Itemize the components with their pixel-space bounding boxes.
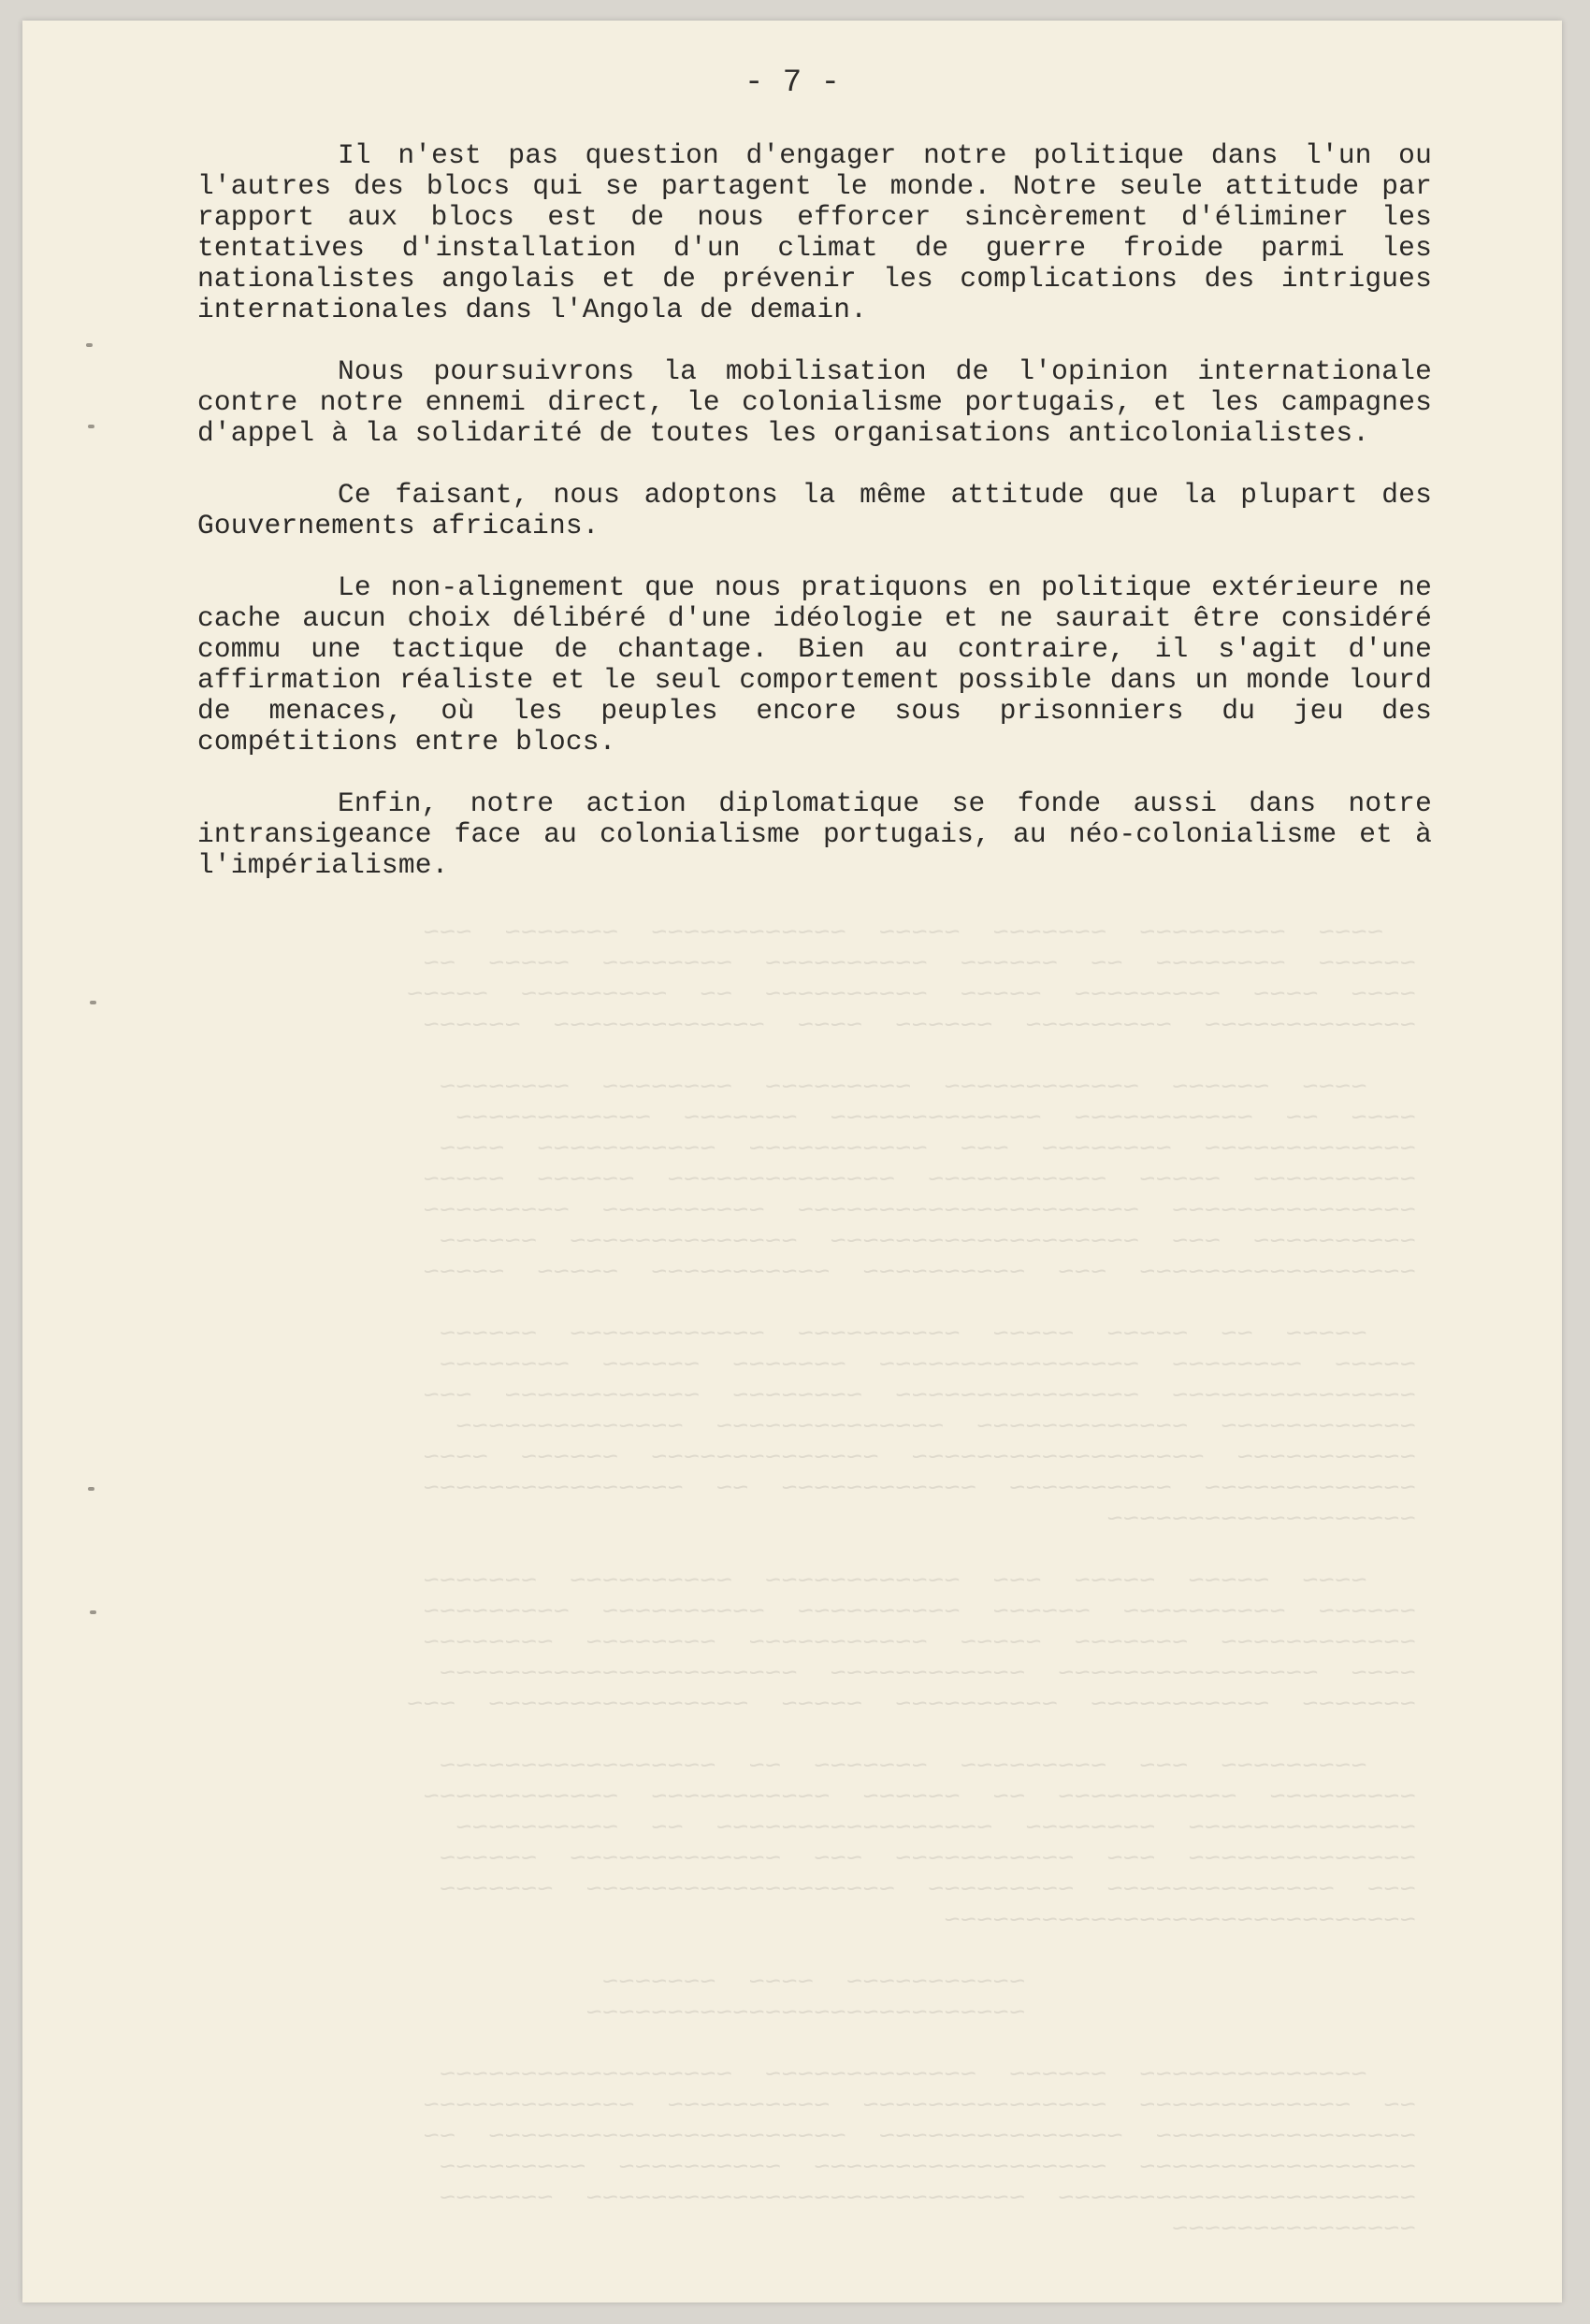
paragraph-mobilisation: Nous poursuivrons la mobilisation de l'opinion internationale contre notre ennemi direct, le colonialisme portugais, et les campagnes d'appel à la solidarité de toutes les organisations anticolonialistes. (197, 355, 1432, 449)
document-page (22, 21, 1562, 2302)
binding-hole-mark (90, 1001, 96, 1004)
reverse-side-bleed-through: ~~~~ ~~~~~~~~~ ~~~~~~~ ~~~~~ ~~~~~~~~~~~~ ~~~~~~~ ~~~ ~~~~~~ ~~~~~~~~ ~~ ~~~~~~ ~~~~~~~~~~ ~~~~~~~~ ~~~~~ ~~ ~~~~ ~~~~ ~~~~~~~~~ ~~~~~ ~~~~~~~~~~ ~~ ~~~~~~~~~ ~~~~~ ~~~~~~~~~~~~~ ~~~~~~~~~ ~~~~~~ ~~~~ ~~~~~~~~~~~~~ ~~~~~~ ~~~~ ~~~~~~ ~~~~~~~~~~~~ ~~~~~~~~~ ~~~~~~~~ ~~~~~~~~ ~~~~ ~~ ~~~~~~~~~~~ ~~~~~~~~~~~~~ ~~~~~~~ ~~~~~~~~~~~~ ~~~~~~~~~~~~~ ~~~~~~~~ ~~~ ~~~~~~~~~~~ ~~~~~~~~~~~ ~~~~ ~~~~~~~~~~ ~~~~~ ~~~~~~~~~~~ ~~~~~~~~~~~~~~ ~~~~~~ ~~~~~ ~~~~~~~~~~~~~~~ ~~~~~~~~~~~~~~~~~~~~~ ~~~~~~~~~~ ~~~~~~~~~ ~~~~~~~~~~ ~~~ ~~~~~~~~~~~~~~~~~~~ ~~~~~~~~~~~~~~ ~~~~~~ ~~~~~~~~~~~~~~~~~ ~~~ ~~~~~~~~~~ ~~~~~~~~~~~ ~~~~~ ~~~~~ ~~~~~ ~~ ~~~~~ ~~~~~ ~~~~~~~~~~ ~~~~~~~~~~~~ ~~~~~~ ~~~~~ ~~~~~~~~ ~~~~~~~~~~~~~~~~ ~~~~~~~ ~~~~~~ ~~~~~~~~ ~~~~~~~~~~~~~~~ ~~~~~~~~~~~~~~~ ~~~~~~~~ ~~~~~~~~~~~~ ~~~ ~~~~~~~~~~~~ ~~~~~~~~~~~~~ ~~~~~~~~~~~~~~ ~~~~~~~~~~~~~~ ~~~~~~~~~~~ ~~~~~~~~~~~~~~~~~~ ~~~~~~~~~~~~~~ ~~~~~~ ~~~~ ~~~~~~~~~~~~~ ~~~~~~~~~~ ~~~~~~~~~~~~ ~~ ~~~~~~~~~~~~~~~~ ~~~~~~~~~~~~~~~~~~~ ~~~~ ~~~~~ ~~~~~ ~~~ ~~~~~~~~~~~~ ~~~~~~~~~~ ~~~~~~~ ~~~~~~ ~~~~~~~~~~ ~~~~~~ ~~~~~~~~~~ ~~~~~~~~~~ ~~~~~~~~~ ~~~~~~~~~~~~ ~~~~~~~ ~~~~~ ~~~~~~~~~~~ ~~~~~~~~ ~~~~~~~~ ~~~~ ~~~~~~~~~~~~~~~~ ~~~~~~~~~~~~ ~~~~~~~~~~~~~~~~~~~~~~ ~~~~~~~ ~~~~~~~~~~~ ~~~~~~~~~~ ~~~~~ ~~~~~~~~~~~~~~~~ ~~~ ~~~~~~~~~ ~~~ ~~~~~~~~~ ~~~~~~~ ~~ ~~~~~~~~~~~~~~~~~ ~~~~~~~~~ ~~~~~~~~~~~ ~~ ~~~~~~ ~~~~~~~~~~~ ~~~~~~~~~~~~ ~~~~~~~~~~~~~~ ~~~~~~~~ ~~~~~~~~~~~~~~~~~ ~~ ~~~~~~~~~~ ~~~~~~~~~~~~~~ ~~~ ~~~~~~~~~~~ ~~~ ~~~~~~~~~~~~~ ~~~~~~ ~~~ ~~~~~~~~~~~~~~ ~~~~~~~~~ ~~~~~~~~~~~~~~~~~~~ ~~~~~~~ ~~~~~~~~~~~~~~~~~~~~~~~~~~~~~ ~~~~~~~~~~~ ~~~~ ~~~~~~~ ~~~~~~~~~~~~~~~~~~~~~~~~~~~ ~~~~~~~~~~~~~~ ~~~~~~ ~~~~~~~~~~~~~ ~~~~~~~~~~~~~~~~~~ ~~ ~~~~~~~~~~~~~ ~~~~~~~~~~~~~~~ ~~~~~~~~~~ ~~~~~~~~~~~~~ ~~~~~~~~~~~~~~~~ ~~~~~~~~~~~~~~~ ~~~~~~~~~~~~~~~~~~~~~~ ~~ ~~~~~~~~~~~~~~~~~ ~~~~~~~~~~~~~~~~~~ ~~~~~~~~~~ ~~~~~~~~~ ~~~~~~~~~~~~~~~~~~~~~~ ~~~~~~~~~~~~~~~~~~~~~~~~~~~ ~~~~~~~ ~~~~~~~~~~~~~~~ (407, 918, 1416, 2245)
binding-hole-mark (86, 343, 93, 347)
paragraph-attitude: Ce faisant, nous adoptons la même attitude que la plupart des Gouvernements africains. (197, 479, 1432, 541)
paragraph-non-alignement: Le non-alignement que nous pratiquons en politique extérieure ne cache aucun choix délibéré d'une idéologie et ne saurait être considéré commu une tactique de chantage. Bien au contraire, il s'agit d'une affirmation réaliste et le seul comportement possible dans un monde lourd de menaces, où les peuples encore sous prisonniers du jeu des compétitions entre blocs. (197, 571, 1432, 758)
binding-hole-mark (88, 1487, 94, 1491)
binding-hole-mark (90, 1610, 96, 1614)
document-body (197, 140, 1432, 912)
paragraph-blocs: Il n'est pas question d'engager notre politique dans l'un ou l'autres des blocs qui se partagent le monde. Notre seule attitude par rapport aux blocs est de nous efforcer sincèrement d'éliminer les tentatives d'installation d'un climat de guerre froide parmi les nationalistes angolais et de prévenir les complications des intrigues internationales dans l'Angola de demain. (197, 139, 1432, 325)
binding-hole-mark (88, 425, 94, 428)
page-number: - 7 - (744, 65, 841, 101)
paragraph-diplomatique: Enfin, notre action diplomatique se fonde aussi dans notre intransigeance face au colonialisme portugais, au néo-colonialisme et à l'impérialisme. (197, 787, 1432, 881)
